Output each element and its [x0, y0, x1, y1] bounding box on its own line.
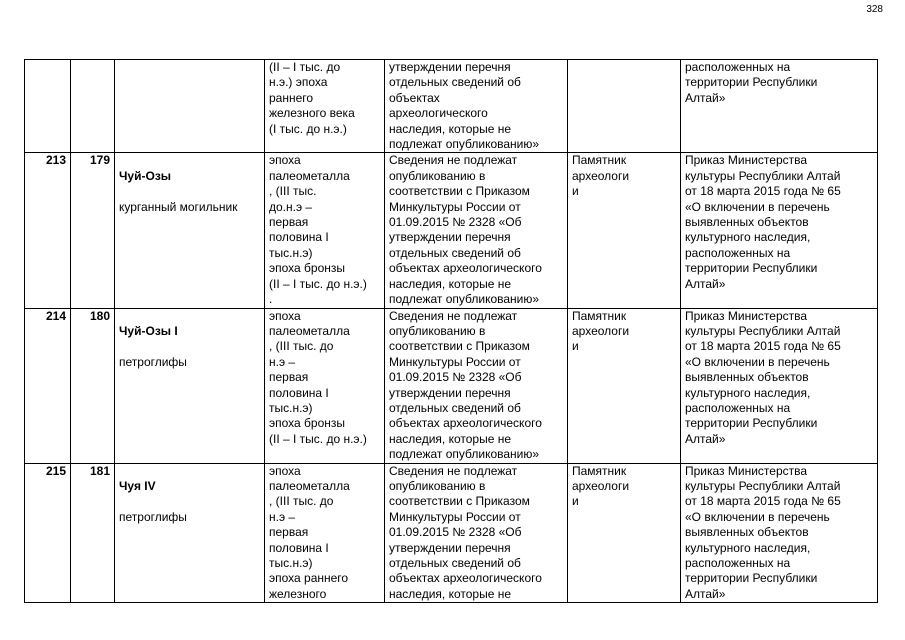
- table-row: [25, 308, 878, 463]
- category-cell: Памятник археологи и: [568, 153, 681, 308]
- category-cell: Памятник археологи и: [568, 463, 681, 603]
- object-type: петроглифы: [119, 354, 187, 369]
- location-info-cell: Сведения не подлежат опубликованию в соответствии с Приказом Минкультуры России от 01.09.2015 № 2328 «Об утверждении перечня отдельных сведений об объектах археологического наследия, которые не: [385, 463, 568, 603]
- object-type: петроглифы: [119, 509, 187, 524]
- document-cell: Приказ Министерства культуры Республики Алтай от 18 марта 2015 года № 65 «О включении в перечень выявленных объектов культурного наследия, расположенных на территории Республики Алтай»: [681, 153, 878, 308]
- dating-cell: эпоха палеометалла , (III тыс. до н.э – первая половина I тыс.н.э) эпоха бронзы (II – I тыс. до н.э.): [265, 308, 385, 463]
- row-sub-number: 179: [71, 153, 115, 308]
- location-info-cell: Сведения не подлежат опубликованию в соответствии с Приказом Минкультуры России от 01.09.2015 № 2328 «Об утверждении перечня отдельных сведений об объектах археологического наследия, которые не подлежат опубликованию»: [385, 153, 568, 308]
- dating-cell: эпоха палеометалла , (III тыс. до н.э – первая половина I тыс.н.э) эпоха раннего железного: [265, 463, 385, 603]
- document-cell: расположенных на территории Республики Алтай»: [681, 60, 878, 153]
- category-cell: Памятник археологи и: [568, 308, 681, 463]
- table-row: [25, 463, 878, 603]
- dating-cell: (II – I тыс. до н.э.) эпоха раннего железного века (I тыс. до н.э.): [265, 60, 385, 153]
- page-number: 328: [866, 4, 883, 15]
- object-name-cell: [115, 463, 265, 603]
- object-name: Чуя IV: [119, 478, 156, 493]
- row-number: 213: [25, 153, 71, 308]
- table-row: [25, 153, 878, 308]
- object-name: Чуй-Озы I: [119, 323, 178, 338]
- location-info-cell: утверждении перечня отдельных сведений об объектах археологического наследия, которые не подлежат опубликованию»: [385, 60, 568, 153]
- row-sub-number: [71, 60, 115, 153]
- object-name-cell: [115, 308, 265, 463]
- category-cell: [568, 60, 681, 153]
- dating-cell: эпоха палеометалла , (III тыс. до.н.э – первая половина I тыс.н.э) эпоха бронзы (II – I тыс. до н.э.) .: [265, 153, 385, 308]
- location-info-cell: Сведения не подлежат опубликованию в соответствии с Приказом Минкультуры России от 01.09.2015 № 2328 «Об утверждении перечня отдельных сведений об объектах археологического наследия, которые не подлежат опубликованию»: [385, 308, 568, 463]
- table-row: [25, 60, 878, 153]
- row-sub-number: 180: [71, 308, 115, 463]
- object-name-cell: [115, 153, 265, 308]
- row-number: [25, 60, 71, 153]
- object-name: Чуй-Озы: [119, 168, 172, 183]
- heritage-objects-table: [24, 59, 878, 603]
- document-cell: Приказ Министерства культуры Республики Алтай от 18 марта 2015 года № 65 «О включении в перечень выявленных объектов культурного наследия, расположенных на территории Республики Алтай»: [681, 308, 878, 463]
- row-number: 215: [25, 463, 71, 603]
- document-cell: Приказ Министерства культуры Республики Алтай от 18 марта 2015 года № 65 «О включении в перечень выявленных объектов культурного наследия, расположенных на территории Республики Алтай»: [681, 463, 878, 603]
- row-sub-number: 181: [71, 463, 115, 603]
- object-name-cell: [115, 60, 265, 153]
- object-type: курганный могильник: [119, 199, 238, 214]
- row-number: 214: [25, 308, 71, 463]
